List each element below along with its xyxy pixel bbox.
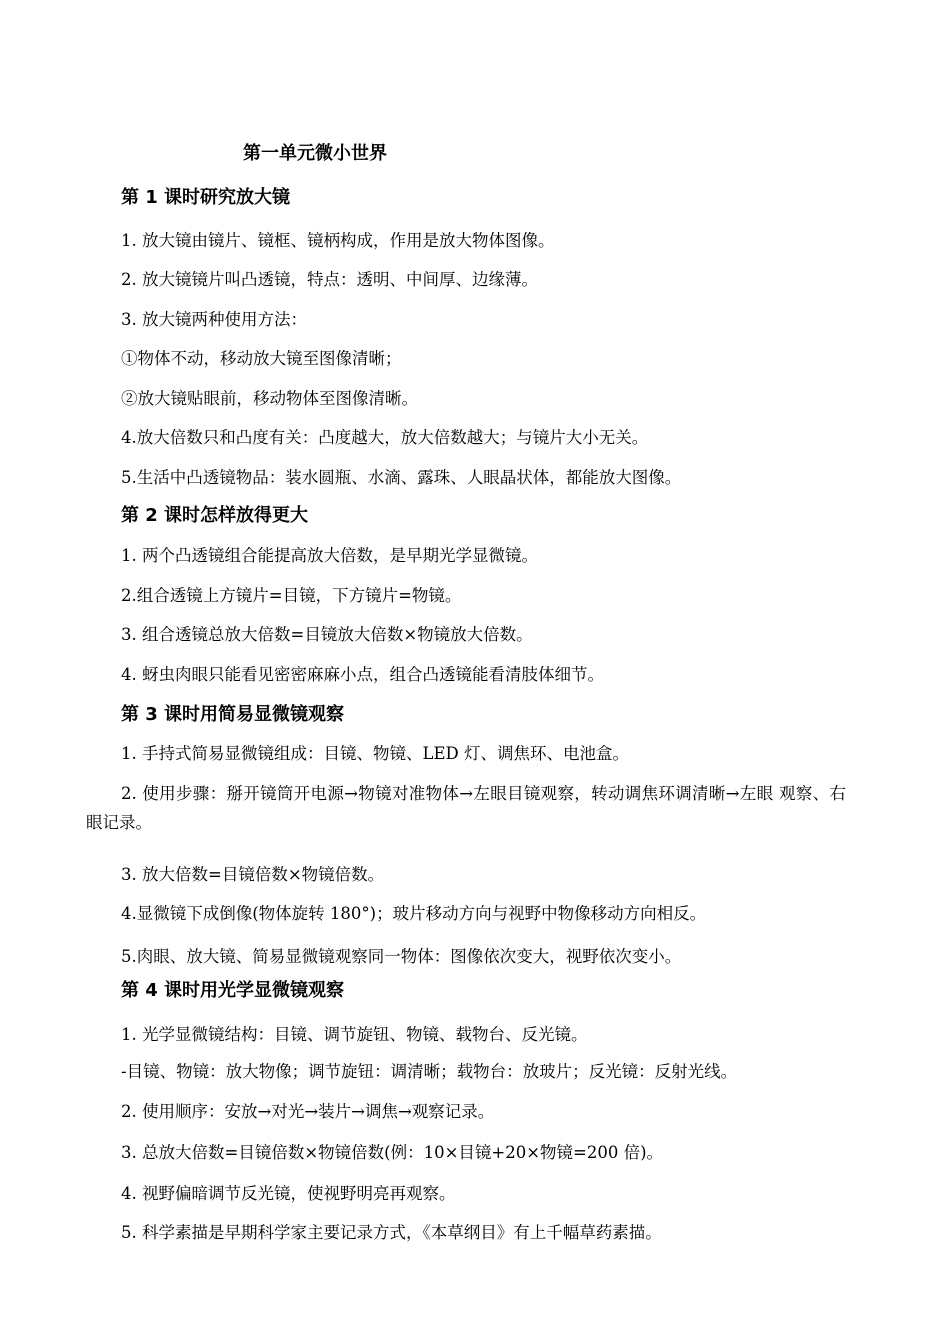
lesson-3-heading: 第 3 课时用简易显微镜观察 <box>121 704 345 725</box>
lesson-3-item-1: 1. 手持式简易显微镜组成：目镜、物镜、LED 灯、调焦环、电池盒。 <box>121 744 629 763</box>
lesson-1-heading: 第 1 课时研究放大镜 <box>121 187 291 208</box>
lesson-1-item-3: 3. 放大镜两种使用方法： <box>121 310 307 329</box>
lesson-4-item-5: 5. 科学素描是早期科学家主要记录方式，《本草纲目》有上千幅草药素描。 <box>121 1223 662 1242</box>
lesson-4-heading: 第 4 课时用光学显微镜观察 <box>121 980 345 1001</box>
lesson-1-item-1: 1. 放大镜由镜片、镜框、镜柄构成，作用是放大物体图像。 <box>121 231 555 250</box>
lesson-4-item-2: 2. 使用顺序：安放→对光→装片→调焦→观察记录。 <box>121 1102 495 1121</box>
lesson-1-item-3b: ②放大镜贴眼前，移动物体至图像清晰。 <box>121 389 418 408</box>
page-title: 第一单元微小世界 <box>243 143 387 164</box>
lesson-1-item-2: 2. 放大镜镜片叫凸透镜，特点：透明、中间厚、边缘薄。 <box>121 270 538 289</box>
lesson-3-item-3: 3. 放大倍数=目镜倍数×物镜倍数。 <box>121 865 385 884</box>
lesson-2-item-4: 4. 蚜虫肉眼只能看见密密麻麻小点，组合凸透镜能看清肢体细节。 <box>121 665 604 684</box>
lesson-2-item-1: 1. 两个凸透镜组合能提高放大倍数，是早期光学显微镜。 <box>121 546 538 565</box>
lesson-2-heading: 第 2 课时怎样放得更大 <box>121 505 309 526</box>
lesson-4-item-1-detail: -目镜、物镜：放大物像；调节旋钮：调清晰；载物台：放玻片；反光镜：反射光线。 <box>121 1062 738 1081</box>
lesson-2-item-3: 3. 组合透镜总放大倍数=目镜放大倍数×物镜放大倍数。 <box>121 625 533 644</box>
lesson-1-item-3a: ①物体不动，移动放大镜至图像清晰； <box>121 349 402 368</box>
lesson-3-item-4: 4.显微镜下成倒像(物体旋转 180°)；玻片移动方向与视野中物像移动方向相反。 <box>121 904 707 923</box>
lesson-1-item-5: 5.生活中凸透镜物品：装水圆瓶、水滴、露珠、人眼晶状体，都能放大图像。 <box>121 468 682 487</box>
lesson-2-item-2: 2.组合透镜上方镜片=目镜，下方镜片=物镜。 <box>121 586 462 605</box>
lesson-3-item-2: 2. 使用步骤：掰开镜筒开电源→物镜对准物体→左眼目镜观察，转动调焦环调清晰→左眼 观察、右眼记录。 <box>86 784 846 832</box>
lesson-4-item-3: 3. 总放大倍数=目镜倍数×物镜倍数(例：10×目镜+20×物镜=200 倍)。 <box>121 1143 664 1162</box>
lesson-1-item-4: 4.放大倍数只和凸度有关：凸度越大，放大倍数越大；与镜片大小无关。 <box>121 428 649 447</box>
lesson-4-item-1: 1. 光学显微镜结构：目镜、调节旋钮、物镜、载物台、反光镜。 <box>121 1025 588 1044</box>
lesson-4-item-4: 4. 视野偏暗调节反光镜，使视野明亮再观察。 <box>121 1184 456 1203</box>
lesson-3-item-5: 5.肉眼、放大镜、简易显微镜观察同一物体：图像依次变大，视野依次变小。 <box>121 947 682 966</box>
